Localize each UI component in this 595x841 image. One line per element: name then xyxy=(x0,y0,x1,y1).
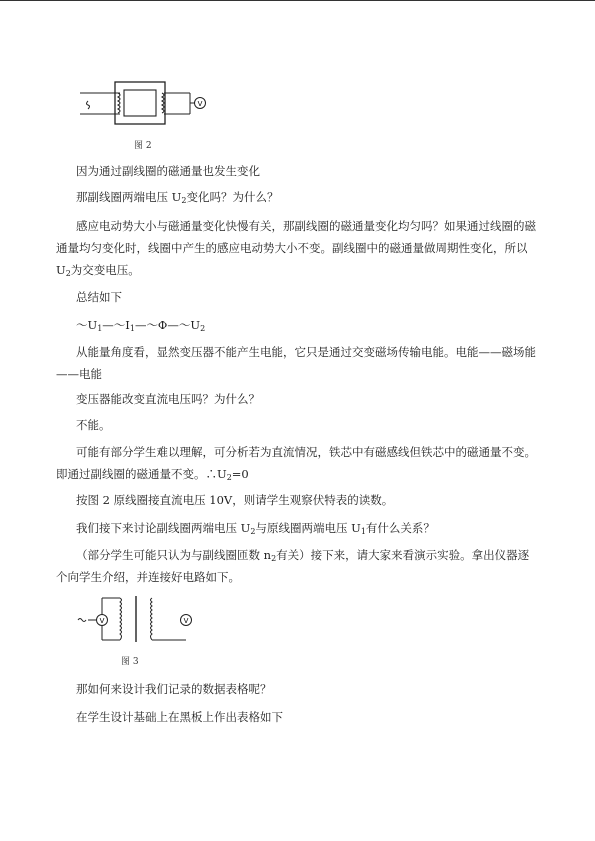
paragraph-4: 总结如下 xyxy=(76,290,122,304)
iron-core-outer xyxy=(115,82,165,124)
figure-3-caption: 图 3 xyxy=(121,657,139,667)
paragraph-10: 按图 2 原线圈接直流电压 10V，则请学生观察伏特表的读数。 xyxy=(76,493,394,507)
secondary-coil xyxy=(162,93,164,113)
paragraph-12: （部分学生可能只认为与副线圈匝数 $n_2$有关）接下来，请大家来看演示实验。拿出仪器逐个向学生介绍，并连接好电路如下。 xyxy=(56,548,530,584)
page-top-border xyxy=(0,0,595,1)
paragraph-13: 那如何来设计我们记录的数据表格呢？ xyxy=(76,682,272,696)
figure-3-circuit-diagram xyxy=(74,594,204,646)
ac-source-icon xyxy=(78,619,86,622)
figure-2-caption: 图 2 xyxy=(134,141,152,151)
primary-coil xyxy=(118,93,120,113)
voltmeter-primary-label: V xyxy=(99,617,105,625)
paragraph-9: 可能有部分学生难以理解，可分析若为直流情况，铁芯中有磁感线但铁芯中的磁通量不变。即通过副线圈的磁通量不变。$\therefore U_2=0$ xyxy=(56,445,536,482)
paragraph-7: 变压器能改变直流电压吗？为什么？ xyxy=(76,392,260,406)
iron-core-inner xyxy=(124,90,156,116)
primary-coil xyxy=(120,598,122,640)
paragraph-3: 感应电动势大小与磁通量变化快慢有关，那副线圈的磁通量变化均匀吗？如果通过线圈的磁通量均匀变化时，线圈中产生的感应电动势大小不变。副线圈中的磁通量做周期性变化，所以 $U_2$为交变电压。 xyxy=(56,219,536,278)
paragraph-2: 那副线圈两端电压 $U_2$变化吗？为什么？ xyxy=(76,190,279,205)
figure-2-transformer-diagram xyxy=(78,78,218,134)
paragraph-14: 在学生设计基础上在黑板上作出表格如下 xyxy=(76,710,283,724)
voltmeter-secondary-label: V xyxy=(183,617,189,625)
paragraph-8: 不能。 xyxy=(76,418,111,432)
secondary-coil xyxy=(151,598,153,640)
ac-source-icon xyxy=(87,101,90,109)
paragraph-6: 从能量角度看，显然变压器不能产生电能，它只是通过交变磁场传输电能。电能——磁场能——电能 xyxy=(56,345,536,381)
paragraph-5-chain: $\sim U_1—\sim I_1—\sim\Phi—\sim U_2$ xyxy=(76,318,206,333)
paragraph-11: 我们接下来讨论副线圈两端电压 $U_2$与原线圈两端电压 $U_1$有什么关系？ xyxy=(76,521,435,536)
voltmeter-label: V xyxy=(197,100,203,108)
paragraph-1: 因为通过副线圈的磁通量也发生变化 xyxy=(76,164,260,178)
